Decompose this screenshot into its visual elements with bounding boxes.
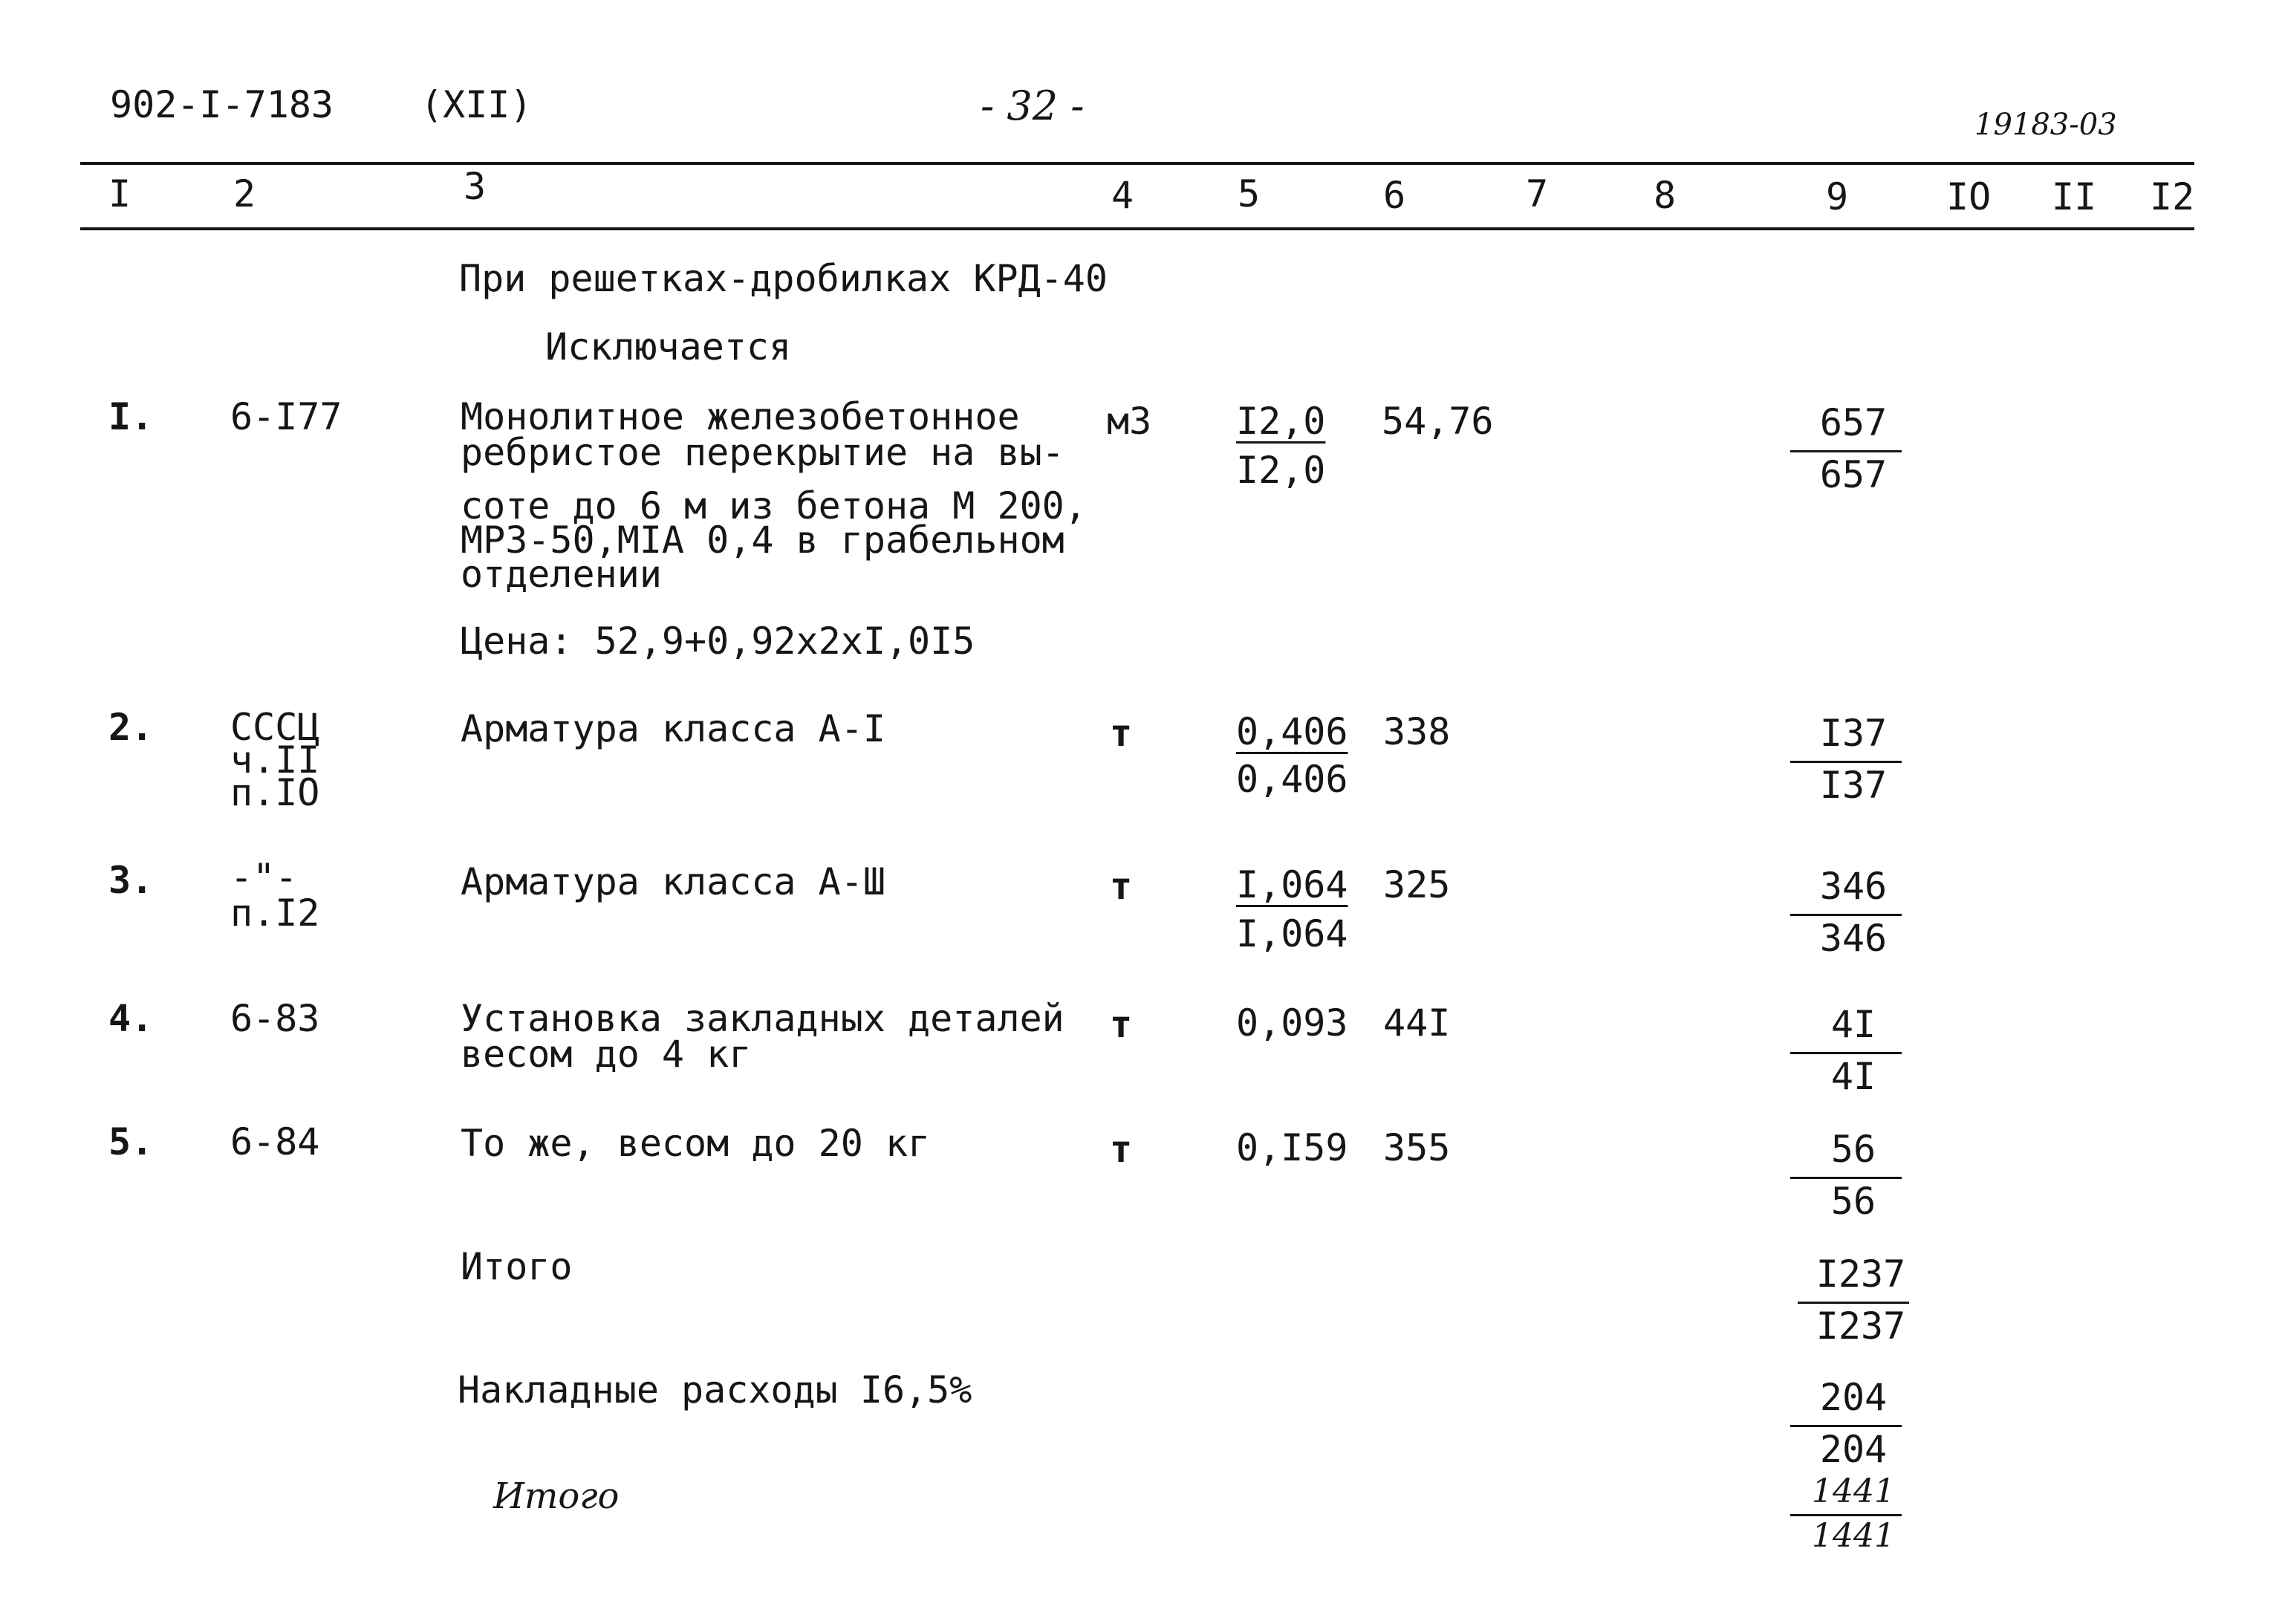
fraction-bar: [1790, 450, 1902, 452]
column-header-9: 9: [1826, 175, 1849, 218]
row-description-line: Установка закладных деталей: [461, 997, 1064, 1040]
document-code: 902-I-7183: [110, 83, 334, 126]
column-header-5: 5: [1238, 172, 1261, 215]
row-unit: т: [1110, 1128, 1133, 1171]
row-unit: т: [1110, 865, 1133, 908]
row-total-denominator: I37: [1819, 764, 1888, 807]
row-total-numerator: 4I: [1830, 1003, 1876, 1046]
row-quantity-numerator: I2,0: [1236, 400, 1326, 443]
grand-total-label: Итого: [493, 1475, 620, 1517]
column-header-8: 8: [1654, 174, 1677, 217]
row-quantity: 0,093: [1236, 1001, 1348, 1045]
row-description-line: весом до 4 кг: [461, 1033, 752, 1076]
row-description-line: отделении: [461, 553, 662, 596]
grand-total-denominator: 1441: [1812, 1517, 1895, 1555]
row-unit: т: [1110, 712, 1133, 755]
overhead-numerator: 204: [1819, 1376, 1888, 1419]
row-total-denominator: 657: [1819, 453, 1888, 496]
row-price: 54,76: [1382, 400, 1494, 443]
row-code: 6-84: [230, 1120, 320, 1163]
row-total-numerator: 657: [1819, 401, 1888, 444]
row-quantity: 0,I59: [1236, 1126, 1348, 1169]
row-number: 3.: [108, 859, 154, 902]
row-code: 6-I77: [230, 395, 342, 438]
row-description-line: ребристое перекрытие на вы-: [461, 431, 1064, 474]
header-bottom-rule: [80, 227, 2194, 230]
column-header-12: I2: [2150, 175, 2195, 218]
row-total-denominator: 346: [1819, 917, 1888, 960]
column-header-2: 2: [233, 172, 256, 215]
subtotal-label: Итого: [461, 1245, 573, 1288]
subtotal-numerator: I237: [1815, 1253, 1906, 1296]
fraction-bar: [1790, 1425, 1902, 1427]
row-price: 338: [1383, 710, 1451, 753]
column-header-6: 6: [1383, 174, 1406, 217]
row-code-line: ч.II: [230, 738, 320, 782]
row-quantity-numerator: I,064: [1236, 863, 1348, 906]
fraction-bar: [1798, 1302, 1909, 1304]
row-description-line: Монолитное железобетонное: [461, 395, 1020, 438]
page-number: - 32 -: [981, 82, 1085, 129]
row-code: 6-83: [230, 997, 320, 1040]
row-description: То же, весом до 20 кг: [461, 1122, 931, 1165]
overhead-denominator: 204: [1819, 1428, 1888, 1471]
row-quantity-denominator: 0,406: [1236, 758, 1348, 801]
row-number: 2.: [108, 706, 154, 749]
row-code-line: СССЦ: [230, 706, 320, 749]
fraction-bar: [1790, 761, 1902, 763]
row-code-line: -"-: [230, 856, 298, 899]
section-title: При решетках-дробилках КРД-40: [459, 257, 1108, 300]
row-number: 5.: [108, 1120, 154, 1163]
row-quantity-denominator: I2,0: [1236, 449, 1326, 492]
section-subtitle: Исключается: [545, 325, 792, 368]
row-total-numerator: 346: [1819, 865, 1888, 908]
row-unit: м3: [1107, 400, 1152, 443]
archive-stamp: 19183-03: [1974, 108, 2117, 142]
column-header-3: 3: [464, 165, 487, 208]
row-total-numerator: 56: [1830, 1128, 1876, 1171]
fraction-bar: [1790, 914, 1902, 916]
section-number: (XII): [420, 83, 533, 126]
row-total-numerator: I37: [1819, 712, 1888, 755]
column-header-7: 7: [1526, 172, 1549, 215]
row-quantity-denominator: I,064: [1236, 912, 1348, 955]
column-header-11: II: [2052, 175, 2097, 218]
overhead-label: Накладные расходы I6,5%: [458, 1368, 972, 1412]
header-top-rule: [80, 162, 2194, 165]
row-quantity-numerator: 0,406: [1236, 710, 1348, 753]
row-code-line: п.IO: [230, 771, 320, 814]
price-note: Цена: 52,9+0,92х2хI,0I5: [461, 620, 975, 663]
fraction-bar: [1790, 1052, 1902, 1054]
row-price: 44I: [1383, 1001, 1451, 1045]
row-price: 325: [1383, 863, 1451, 906]
fraction-bar: [1790, 1177, 1902, 1179]
row-description-line: МРЗ-50,МIА 0,4 в грабельном: [461, 519, 1064, 562]
row-number: I.: [108, 395, 154, 438]
column-header-10: IO: [1946, 175, 1992, 218]
row-number: 4.: [108, 997, 154, 1040]
grand-total-numerator: 1441: [1812, 1472, 1895, 1510]
column-header-1: I: [108, 172, 131, 215]
row-description: Арматура класса А-Ш: [461, 860, 885, 903]
row-unit: т: [1110, 1003, 1133, 1046]
fraction-bar: [1790, 1514, 1902, 1516]
row-total-denominator: 4I: [1830, 1055, 1876, 1098]
row-price: 355: [1383, 1126, 1451, 1169]
column-header-4: 4: [1111, 174, 1134, 217]
row-total-denominator: 56: [1830, 1180, 1876, 1223]
row-description: Арматура класса А-I: [461, 707, 885, 750]
row-description-line: соте до 6 м из бетона М 200,: [461, 484, 1087, 527]
row-code-line: п.I2: [230, 891, 320, 935]
subtotal-denominator: I237: [1815, 1305, 1906, 1348]
